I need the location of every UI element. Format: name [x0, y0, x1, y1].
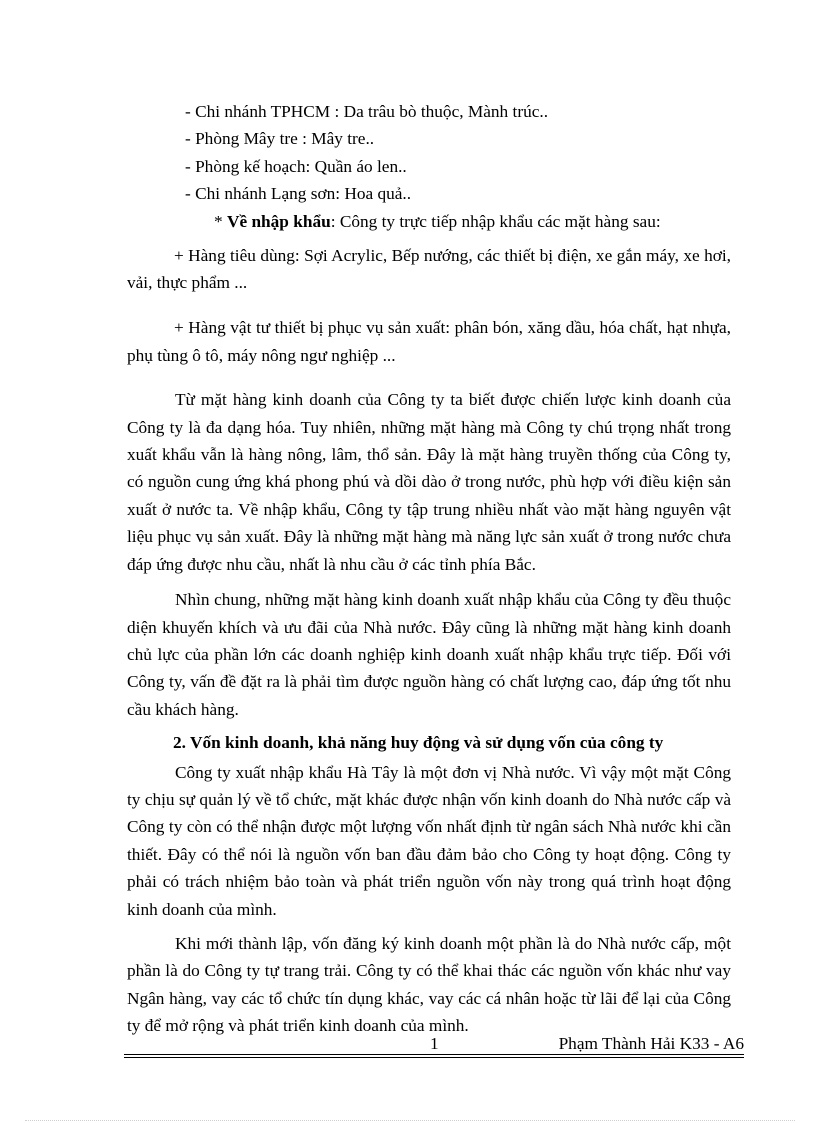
list-item: - Chi nhánh TPHCM : Da trâu bò thuộc, Mành trúc..: [185, 102, 549, 121]
import-label: Về nhập khẩu: [226, 211, 331, 231]
page-body: [127, 98, 731, 1040]
page-footer: [124, 1034, 744, 1056]
footer-rule-thin: [124, 1057, 744, 1058]
import-item-materials: + Hàng vật tư thiết bị phục vụ sản xuất: phân bón, xăng dầu, hóa chất, hạt nhựa, phụ tùng ô tô, máy nông ngư nghiệp ...: [127, 318, 731, 365]
page-bottom-divider: [25, 1120, 795, 1121]
paragraph-strategy: Từ mặt hàng kinh doanh của Công ty ta biết được chiến lược kinh doanh của Công ty là đa dạng hóa. Tuy nhiên, những mặt hàng mà Công ty chú trọng nhất trong xuất khẩu vẫn là hàng nông, lâm, thổ sản. Đây là mặt hàng truyền thống của Công ty, có nguồn cung ứng khá phong phú và dồi dào ở trong nước, phù hợp với điều kiện sản xuất ở nước ta. Về nhập khẩu, Công ty tập trung nhiều nhất vào mặt hàng nguyên vật liệu phục vụ sản xuất. Đây là những mặt hàng mà năng lực sản xuất ở trong nước chưa đáp ứng được nhu cầu, nhất là nhu cầu ở các tỉnh phía Bắc.: [127, 390, 731, 574]
section-heading: 2. Vốn kinh doanh, khả năng huy động và sử dụng vốn của công ty: [173, 733, 664, 753]
list-item: - Chi nhánh Lạng sơn: Hoa quả..: [185, 184, 412, 204]
paragraph-capital-registration: Khi mới thành lập, vốn đăng ký kinh doanh một phần là do Nhà nước cấp, một phần là do Công ty tự trang trải. Công ty có thể khai thác các nguồn vốn khác như vay Ngân hàng, vay các tổ chức tín dụng khác, vay các cá nhân hoặc từ lãi để lại của Công ty để mở rộng và phát triển kinh doanh của mình.: [127, 933, 731, 1036]
footer-author: Phạm Thành Hải K33 - A6: [558, 1034, 744, 1053]
import-marker: *: [214, 211, 227, 231]
list-item: - Phòng kế hoạch: Quần áo len..: [185, 156, 407, 176]
import-text: : Công ty trực tiếp nhập khẩu các mặt hàng sau:: [330, 211, 661, 231]
paragraph-capital-source: Công ty xuất nhập khẩu Hà Tây là một đơn vị Nhà nước. Vì vậy một mặt Công ty chịu sự quản lý về tổ chức, mặt khác được nhận vốn kinh doanh do Nhà nước cấp và Công ty còn có thể nhận được một lượng vốn nhất định từ ngân sách Nhà nước khi cần thiết. Đây có thể nói là nguồn vốn ban đầu đảm bảo cho Công ty hoạt động. Công ty phải có trách nhiệm bảo toàn và phát triển nguồn vốn này trong quá trình hoạt động kinh doanh của mình.: [127, 762, 731, 919]
import-item-consumer: + Hàng tiêu dùng: Sợi Acrylic, Bếp nướng, các thiết bị điện, xe gắn máy, xe hơi, vải, thực phẩm ...: [127, 246, 731, 293]
list-item: - Phòng Mây tre : Mây tre..: [185, 129, 375, 149]
footer-rule: [124, 1054, 744, 1055]
paragraph-summary: Nhìn chung, những mặt hàng kinh doanh xuất nhập khẩu của Công ty đều thuộc diện khuyến khích và ưu đãi của Nhà nước. Đây cũng là những mặt hàng kinh doanh chủ lực của phần lớn các doanh nghiệp kinh doanh xuất nhập khẩu trực tiếp. Đối với Công ty, vấn đề đặt ra là phải tìm được nguồn hàng có chất lượng cao, đáp ứng tốt nhu cầu khách hàng.: [127, 590, 731, 719]
page-number: 1: [430, 1034, 439, 1053]
import-intro: [127, 208, 731, 235]
